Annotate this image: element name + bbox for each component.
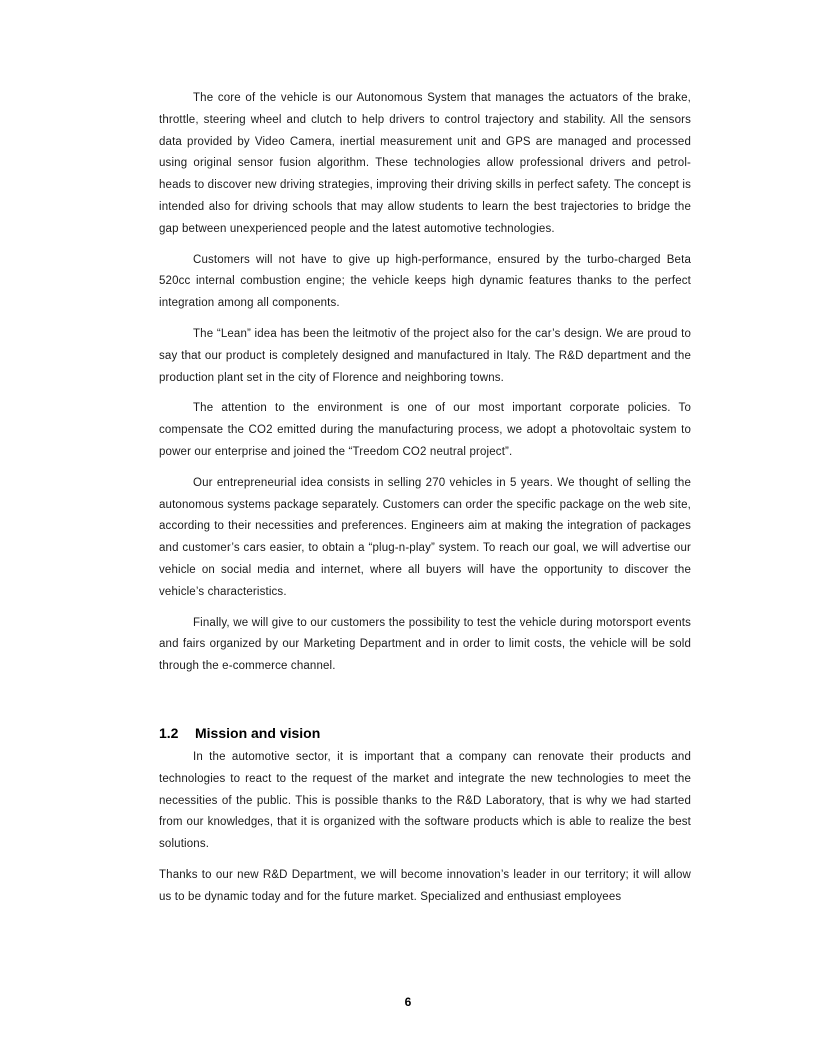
paragraph-vision: Thanks to our new R&D Department, we will become innovation’s leader in our territory; it will allow us to be dynamic today and for the future market. Specialized and enthusiast employees [159, 868, 691, 903]
section-heading [159, 723, 691, 743]
paragraph-lean-design: The “Lean” idea has been the leitmotiv of the project also for the car’s design. We are proud to say that our product is completely designed and manufactured in Italy. The R&D department and the production plant set in the city of Florence and neighboring towns. [159, 327, 691, 384]
paragraph-test-drive: Finally, we will give to our customers the possibility to test the vehicle during motorsport events and fairs organized by our Marketing Department and in order to limit costs, the vehicle will be sold through the e-commerce channel. [159, 616, 691, 673]
paragraph-performance: Customers will not have to give up high-performance, ensured by the turbo-charged Beta 520cc internal combustion engine; the vehicle keeps high dynamic features thanks to the perfect integration among all components. [159, 253, 691, 310]
section-title: Mission and vision [195, 724, 321, 741]
paragraph-environment: The attention to the environment is one of our most important corporate policies. To compensate the CO2 emitted during the manufacturing process, we adopt a photovoltaic system to power our enterprise and joined the “Treedom CO2 neutral project”. [159, 402, 691, 458]
section-number: 1.2 [159, 724, 179, 741]
paragraph-autonomous-system: The core of the vehicle is our Autonomous System that manages the actuators of the brake, throttle, steering wheel and clutch to help drivers to control trajectory and stability. All the sensors data provided by Video Camera, inertial measurement unit and GPS are managed and processed using original sensor fusion algorithm. These technologies allow professional drivers and petrol-heads to discover new driving strategies, improving their driving skills in perfect safety. The concept is intended also for driving schools that may allow students to learn the best trajectories to bridge the gap between unexperienced people and the latest automotive technologies. [159, 92, 691, 235]
page-content [159, 88, 691, 909]
paragraph-mission: In the automotive sector, it is important that a company can renovate their products and technologies to react to the request of the market and integrate the new technologies to meet the necessities of the public. This is possible thanks to the R&D Laboratory, that is why we had started from our knowledges, that it is organized with the software products which is able to realize the best solutions. [159, 750, 691, 851]
page-number: 6 [404, 995, 412, 1009]
paragraph-entrepreneurial-idea: Our entrepreneurial idea consists in selling 270 vehicles in 5 years. We thought of selling the autonomous systems package separately. Customers can order the specific package on the web site, according to their necessities and preferences. Engineers aim at making the integration of packages and customer’s cars easier, to obtain a “plug-n-play” system. To reach our goal, we will advertise our vehicle on social media and internet, where all buyers will have the opportunity to discover the vehicle’s characteristics. [159, 476, 691, 598]
